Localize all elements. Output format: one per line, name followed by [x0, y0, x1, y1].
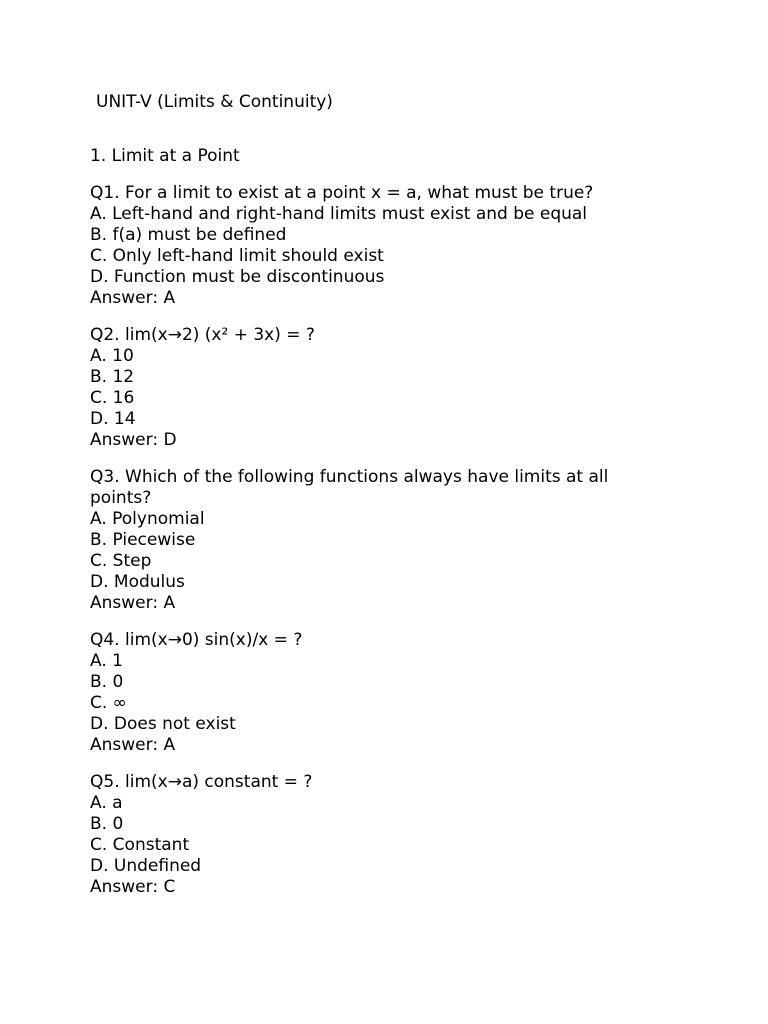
- option-d: D. Does not exist: [90, 714, 236, 734]
- answer-text: Answer: C: [90, 877, 176, 897]
- option-d: D. Modulus: [90, 572, 185, 592]
- option-d: D. 14: [90, 409, 136, 429]
- option-a: A. a: [90, 793, 123, 813]
- option-c: C. ∞: [90, 693, 127, 713]
- section-heading: 1. Limit at a Point: [90, 146, 240, 166]
- question-text: Q2. lim(x→2) (x² + 3x) = ?: [90, 325, 315, 345]
- option-c: C. Step: [90, 551, 152, 571]
- question-block-1: [90, 183, 650, 309]
- option-a: A. 10: [90, 346, 134, 366]
- answer-text: Answer: A: [90, 735, 176, 755]
- option-b: B. 12: [90, 367, 135, 387]
- question-text: Q5. lim(x→a) constant = ?: [90, 772, 313, 792]
- unit-title: UNIT-V (Limits & Continuity): [96, 92, 333, 112]
- option-b: B. 0: [90, 672, 124, 692]
- answer-text: Answer: A: [90, 288, 176, 308]
- option-d: D. Undefined: [90, 856, 202, 876]
- option-c: C. Only left-hand limit should exist: [90, 246, 384, 266]
- answer-text: Answer: A: [90, 593, 176, 613]
- option-a: A. Polynomial: [90, 509, 205, 529]
- option-a: A. Left-hand and right-hand limits must exist and be equal: [90, 204, 588, 224]
- question-block-2: [90, 325, 650, 451]
- question-text: Q3. Which of the following functions always have limits at all points?: [90, 467, 614, 508]
- option-c: C. 16: [90, 388, 135, 408]
- option-b: B. 0: [90, 814, 124, 834]
- option-b: B. f(a) must be defined: [90, 225, 287, 245]
- answer-text: Answer: D: [90, 430, 177, 450]
- option-c: C. Constant: [90, 835, 190, 855]
- question-block-5: [90, 772, 650, 898]
- question-block-4: [90, 630, 650, 756]
- option-b: B. Piecewise: [90, 530, 196, 550]
- question-text: Q4. lim(x→0) sin(x)/x = ?: [90, 630, 303, 650]
- document-page: [90, 92, 650, 914]
- option-d: D. Function must be discontinuous: [90, 267, 385, 287]
- question-block-3: [90, 467, 650, 614]
- question-text: Q1. For a limit to exist at a point x = a, what must be true?: [90, 183, 594, 203]
- option-a: A. 1: [90, 651, 123, 671]
